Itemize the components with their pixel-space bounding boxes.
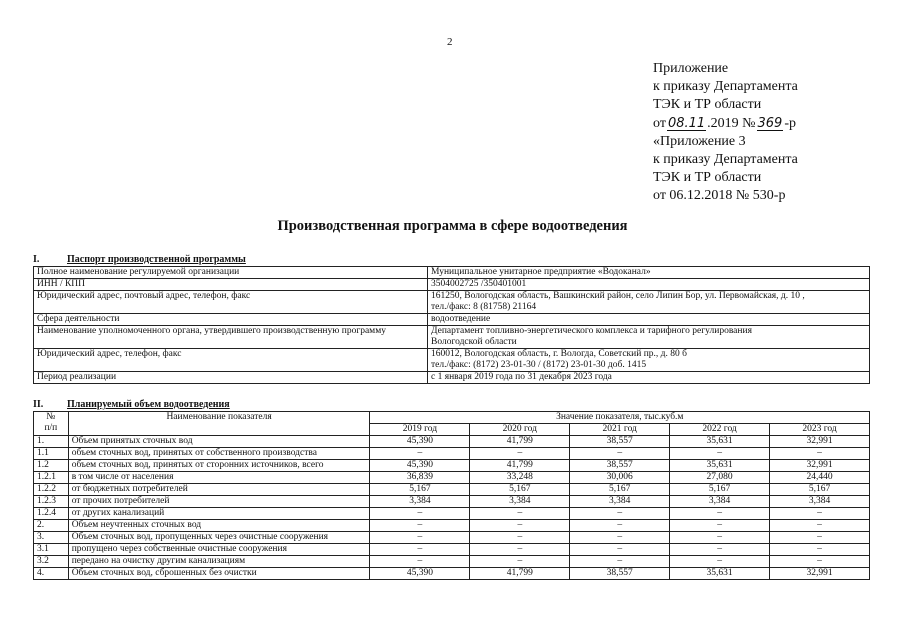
- row-number: 4.: [34, 568, 69, 580]
- row-value: 35,631: [670, 568, 770, 580]
- row-value: –: [370, 520, 470, 532]
- row-value: 33,248: [470, 472, 570, 484]
- annex-order-suffix: -р: [784, 115, 797, 131]
- row-value: –: [670, 448, 770, 460]
- row-value: 30,006: [570, 472, 670, 484]
- row-value: –: [370, 544, 470, 556]
- annex-line: «Приложение 3: [653, 133, 746, 149]
- row-name: от других канализаций: [68, 508, 370, 520]
- annex-block: [653, 60, 893, 206]
- passport-row: [34, 326, 870, 349]
- row-value: –: [770, 520, 870, 532]
- passport-value: [428, 314, 870, 326]
- row-value: 41,799: [470, 436, 570, 448]
- volume-row: [34, 520, 870, 532]
- passport-label: Сфера деятельности: [34, 314, 428, 326]
- passport-label: Наименование уполномоченного органа, утвердившего производственную программу: [34, 326, 428, 349]
- row-value: –: [770, 532, 870, 544]
- volume-row: [34, 508, 870, 520]
- annex-line: к приказу Департамента: [653, 79, 798, 95]
- volume-row: [34, 472, 870, 484]
- row-number: 2.: [34, 520, 69, 532]
- section-2-title: [33, 399, 230, 410]
- row-value: –: [770, 448, 870, 460]
- row-value: –: [570, 448, 670, 460]
- passport-value: [428, 291, 870, 314]
- row-value: –: [470, 508, 570, 520]
- annex-line: к приказу Департамента: [653, 152, 798, 168]
- header-year: 2023 год: [770, 424, 870, 436]
- row-value: –: [470, 532, 570, 544]
- row-value: –: [570, 520, 670, 532]
- row-value: –: [470, 544, 570, 556]
- volume-row: [34, 556, 870, 568]
- row-value: –: [670, 520, 770, 532]
- row-value: –: [770, 508, 870, 520]
- volume-table: [33, 411, 870, 580]
- row-value: 45,390: [370, 436, 470, 448]
- header-name: Наименование показателя: [68, 412, 370, 436]
- volume-row: [34, 532, 870, 544]
- row-value: 35,631: [670, 460, 770, 472]
- page-number: 2: [447, 36, 453, 48]
- passport-value: [428, 279, 870, 291]
- row-value: –: [470, 448, 570, 460]
- passport-value-line: тел./факс: 8 (81758) 21164: [431, 302, 537, 312]
- row-name: Объем неучтенных сточных вод: [68, 520, 370, 532]
- annex-line: от 06.12.2018 № 530-р: [653, 188, 786, 204]
- header-value-group: Значение показателя, тыс.куб.м: [370, 412, 870, 424]
- row-name: от бюджетных потребителей: [68, 484, 370, 496]
- row-name: Объем принятых сточных вод: [68, 436, 370, 448]
- passport-row: [34, 291, 870, 314]
- row-number: 1.2.3: [34, 496, 69, 508]
- volume-row: [34, 460, 870, 472]
- row-number: 3.: [34, 532, 69, 544]
- passport-label: ИНН / КПП: [34, 279, 428, 291]
- header-year: 2021 год: [570, 424, 670, 436]
- row-value: 32,991: [770, 436, 870, 448]
- row-name: пропущено через собственные очистные сооружения: [68, 544, 370, 556]
- row-value: 41,799: [470, 568, 570, 580]
- row-value: 38,557: [570, 568, 670, 580]
- passport-value-line: Департамент топливно-энергетического комплекса и тарифного регулирования: [431, 326, 752, 336]
- row-value: –: [370, 448, 470, 460]
- row-value: –: [370, 508, 470, 520]
- row-value: 32,991: [770, 460, 870, 472]
- row-value: 3,384: [670, 496, 770, 508]
- passport-row: [34, 267, 870, 279]
- row-name: в том числе от населения: [68, 472, 370, 484]
- annex-order-line: [653, 115, 893, 133]
- annex-line: ТЭК и ТР области: [653, 97, 762, 113]
- row-value: 24,440: [770, 472, 870, 484]
- passport-value-line: 3504002725 /350401001: [431, 279, 527, 289]
- section-2-label: Планируемый объем водоотведения: [67, 399, 230, 410]
- row-number: 1.2: [34, 460, 69, 472]
- volume-row: [34, 484, 870, 496]
- row-name: Объем сточных вод, пропущенных через очистные сооружения: [68, 532, 370, 544]
- passport-value: [428, 372, 870, 384]
- row-value: 3,384: [570, 496, 670, 508]
- header-num: [34, 412, 69, 436]
- passport-row: [34, 314, 870, 326]
- section-1-label: Паспорт производственной программы: [67, 254, 246, 265]
- row-value: 3,384: [370, 496, 470, 508]
- header-year: 2019 год: [370, 424, 470, 436]
- row-value: 5,167: [470, 484, 570, 496]
- volume-row: [34, 568, 870, 580]
- volume-row: [34, 544, 870, 556]
- row-value: 38,557: [570, 436, 670, 448]
- volume-row: [34, 496, 870, 508]
- passport-label: Период реализации: [34, 372, 428, 384]
- row-name: объем сточных вод, принятых от собственного производства: [68, 448, 370, 460]
- row-value: –: [570, 544, 670, 556]
- section-1-title: [33, 254, 246, 265]
- row-name: передано на очистку другим канализациям: [68, 556, 370, 568]
- row-value: 41,799: [470, 460, 570, 472]
- header-num-line: п/п: [44, 423, 58, 433]
- row-value: 45,390: [370, 568, 470, 580]
- section-1-number: I.: [33, 254, 40, 265]
- section-2-number: II.: [33, 399, 44, 410]
- annex-order-year: .2019 №: [707, 115, 756, 131]
- passport-row: [34, 372, 870, 384]
- row-value: –: [570, 508, 670, 520]
- annex-line: ТЭК и ТР области: [653, 170, 762, 186]
- passport-row: [34, 349, 870, 372]
- passport-value-line: Вологодской области: [431, 337, 517, 347]
- row-number: 1.2.4: [34, 508, 69, 520]
- row-value: 5,167: [570, 484, 670, 496]
- row-number: 1.1: [34, 448, 69, 460]
- row-value: –: [670, 508, 770, 520]
- row-value: 32,991: [770, 568, 870, 580]
- header-year: 2022 год: [670, 424, 770, 436]
- passport-value: [428, 326, 870, 349]
- row-value: 5,167: [670, 484, 770, 496]
- row-number: 1.2.1: [34, 472, 69, 484]
- row-value: 27,080: [670, 472, 770, 484]
- document-title: Производственная программа в сфере водоотведения: [277, 218, 628, 234]
- row-value: –: [770, 544, 870, 556]
- row-value: –: [470, 556, 570, 568]
- row-value: –: [370, 532, 470, 544]
- passport-value-line: Муниципальное унитарное предприятие «Водоканал»: [431, 267, 651, 277]
- passport-value-line: тел./факс: (8172) 23-01-30 / (8172) 23-01-30 доб. 1415: [431, 360, 647, 370]
- row-value: 3,384: [470, 496, 570, 508]
- row-value: 36,839: [370, 472, 470, 484]
- row-number: 1.2.2: [34, 484, 69, 496]
- row-value: 35,631: [670, 436, 770, 448]
- header-num-line: №: [46, 412, 56, 422]
- row-value: –: [770, 556, 870, 568]
- annex-line: Приложение: [653, 61, 729, 76]
- passport-label: Юридический адрес, телефон, факс: [34, 349, 428, 372]
- passport-table: [33, 266, 870, 384]
- row-value: –: [670, 556, 770, 568]
- row-value: –: [570, 532, 670, 544]
- passport-value-line: 160012, Вологодская область, г. Вологда, Советский пр., д. 80 б: [431, 349, 687, 359]
- row-name: объем сточных вод, принятых от сторонних источников, всего: [68, 460, 370, 472]
- row-value: –: [370, 556, 470, 568]
- row-value: 45,390: [370, 460, 470, 472]
- row-name: от прочих потребителей: [68, 496, 370, 508]
- passport-value-line: 161250, Вологодская область, Вашкинский район, село Липин Бор, ул. Первомайская, д. 10 ,: [431, 291, 805, 301]
- header-year: 2020 год: [470, 424, 570, 436]
- annex-order-prefix: от: [653, 115, 666, 131]
- passport-label: Полное наименование регулируемой организации: [34, 267, 428, 279]
- passport-row: [34, 279, 870, 291]
- passport-value-line: с 1 января 2019 года по 31 декабря 2023 года: [431, 372, 612, 382]
- handwritten-date: 08.11: [667, 115, 706, 131]
- row-value: –: [670, 544, 770, 556]
- row-value: 5,167: [370, 484, 470, 496]
- row-name: Объем сточных вод, сброшенных без очистки: [68, 568, 370, 580]
- row-number: 1.: [34, 436, 69, 448]
- volume-header-row: [34, 412, 870, 424]
- passport-label: Юридический адрес, почтовый адрес, телефон, факс: [34, 291, 428, 314]
- row-number: 3.2: [34, 556, 69, 568]
- row-value: 5,167: [770, 484, 870, 496]
- passport-value: [428, 267, 870, 279]
- row-number: 3.1: [34, 544, 69, 556]
- passport-value: [428, 349, 870, 372]
- row-value: 3,384: [770, 496, 870, 508]
- row-value: –: [570, 556, 670, 568]
- handwritten-number: 369: [757, 115, 783, 131]
- row-value: 38,557: [570, 460, 670, 472]
- volume-row: [34, 448, 870, 460]
- volume-row: [34, 436, 870, 448]
- passport-value-line: водоотведение: [431, 314, 491, 324]
- row-value: –: [670, 532, 770, 544]
- row-value: –: [470, 520, 570, 532]
